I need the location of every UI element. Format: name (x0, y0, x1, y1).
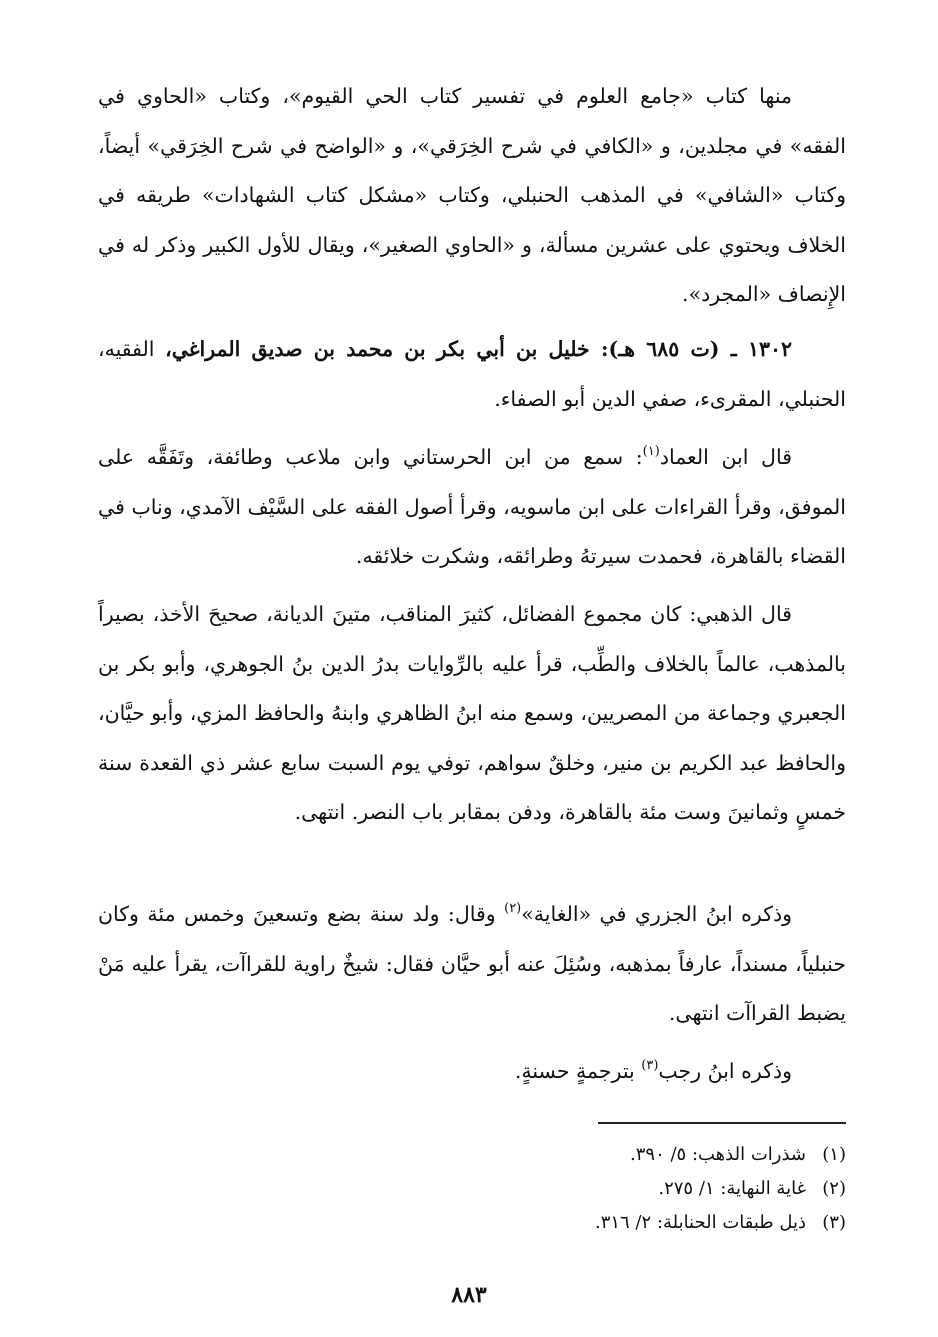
entry-1302-title: ١٣٠٢ ـ (ت ٦٨٥ هـ): خليل بن أبي بكر بن محمد بن صديق المراغي، (165, 337, 792, 361)
paragraph-books (98, 72, 846, 320)
paragraph-books-text: منها كتاب «جامع العلوم في تفسير كتاب الحي القيوم»، وكتاب «الحاوي في الفقه» في مجلدين، و «الكافي في شرح الخِرَقي»، و «الواضح في شرح الخِرَقي» أيضاً، وكتاب «الشافي» في المذهب الحنبلي، وكتاب «مشكل كتاب الشهادات» طريقه في الخلاف ويحتوي على عشرين مسألة، و «الحاوي الصغير»، ويقال للأول الكبير وذكر له في الإِنصاف «المجرد». (98, 84, 846, 306)
footnote-number: (٣) (822, 1212, 846, 1233)
paragraph-ibn-rajab (98, 1047, 846, 1097)
paragraph-ibn-al-jazari (98, 890, 846, 1039)
entry-1302-heading (98, 325, 846, 424)
footnote-ref-3: (٣) (641, 1058, 659, 1073)
footnote-separator (598, 1122, 846, 1124)
footnote-number: (١) (822, 1144, 846, 1165)
footnote-item (426, 1138, 846, 1172)
footnote-ref-1: (١) (642, 444, 660, 459)
footnote-text: شذرات الذهب: ٥/ ٣٩٠. (630, 1144, 806, 1165)
ibn-rajab-intro: وذكره ابنُ رجب (658, 1059, 792, 1083)
footnote-text: غاية النهاية: ١/ ٢٧٥. (658, 1178, 806, 1199)
page-number: ٨٨٣ (451, 1282, 487, 1308)
ibn-rajab-text: بترجمةٍ حسنةٍ. (514, 1059, 642, 1083)
ibn-al-imad-text: : سمع من ابن الحرستاني وابن ملاعب وطائفة، وتَفَقَّه على الموفق، وقرأ القراءات على ابن ماسويه، وقرأ أصول الفقه على السَّيْف الآمدي، وناب في القضاء بالقاهرة، فحمدت سيرتهُ وطرائقه، وشكرت خلائقه. (98, 445, 846, 568)
paragraph-dhahabi (98, 590, 846, 838)
footnote-item (426, 1172, 846, 1206)
footnote-item (426, 1206, 846, 1240)
footnotes-list (426, 1138, 846, 1240)
paragraph-ibn-al-imad (98, 433, 846, 582)
dhahabi-text: قال الذهبي: كان مجموع الفضائل، كثيرَ المناقب، متينَ الديانة، صحيحَ الأخذ، بصيراً بالمذهب، عالماً بالخلاف والطِّب، قرأ عليه بالرِّوايات بدرُ الدين بنُ الجوهري، وأبو بكر بن الجعبري وجماعة من المصريين، وسمع منه ابنُ الظاهري وابنهُ والحافظ المزي، وأبو حيَّان، والحافظ عبد الكريم بن منير، وخلقٌ سواهم، توفي يوم السبت سابع عشر ذي القعدة سنة خمسٍ وثمانينَ وست مئة بالقاهرة، ودفن بمقابر باب النصر. انتهى. (98, 602, 846, 824)
footnote-text: ذيل طبقات الحنابلة: ٢/ ٣١٦. (594, 1212, 806, 1233)
footnote-number: (٢) (822, 1178, 846, 1199)
entry-1302-description: الفقيه، الحنبلي، المقرىء، صفي الدين أبو الصفاء. (98, 337, 846, 411)
ibn-al-imad-intro: قال ابن العماد (659, 445, 792, 469)
ibn-al-jazari-intro: وذكره ابنُ الجزري في «الغاية» (521, 902, 792, 926)
footnote-ref-2: (٢) (504, 901, 522, 916)
ibn-al-jazari-text: وقال: ولد سنة بضع وتسعينَ وخمس مئة وكان حنبلياً، مسنداً، عارفاً بمذهبه، وسُئِلَ عنه أبو حيَّان فقال: شيخٌ راوية للقراآت، يقرأ عليه مَنْ يضبط القراآت انتهى. (98, 902, 846, 1025)
